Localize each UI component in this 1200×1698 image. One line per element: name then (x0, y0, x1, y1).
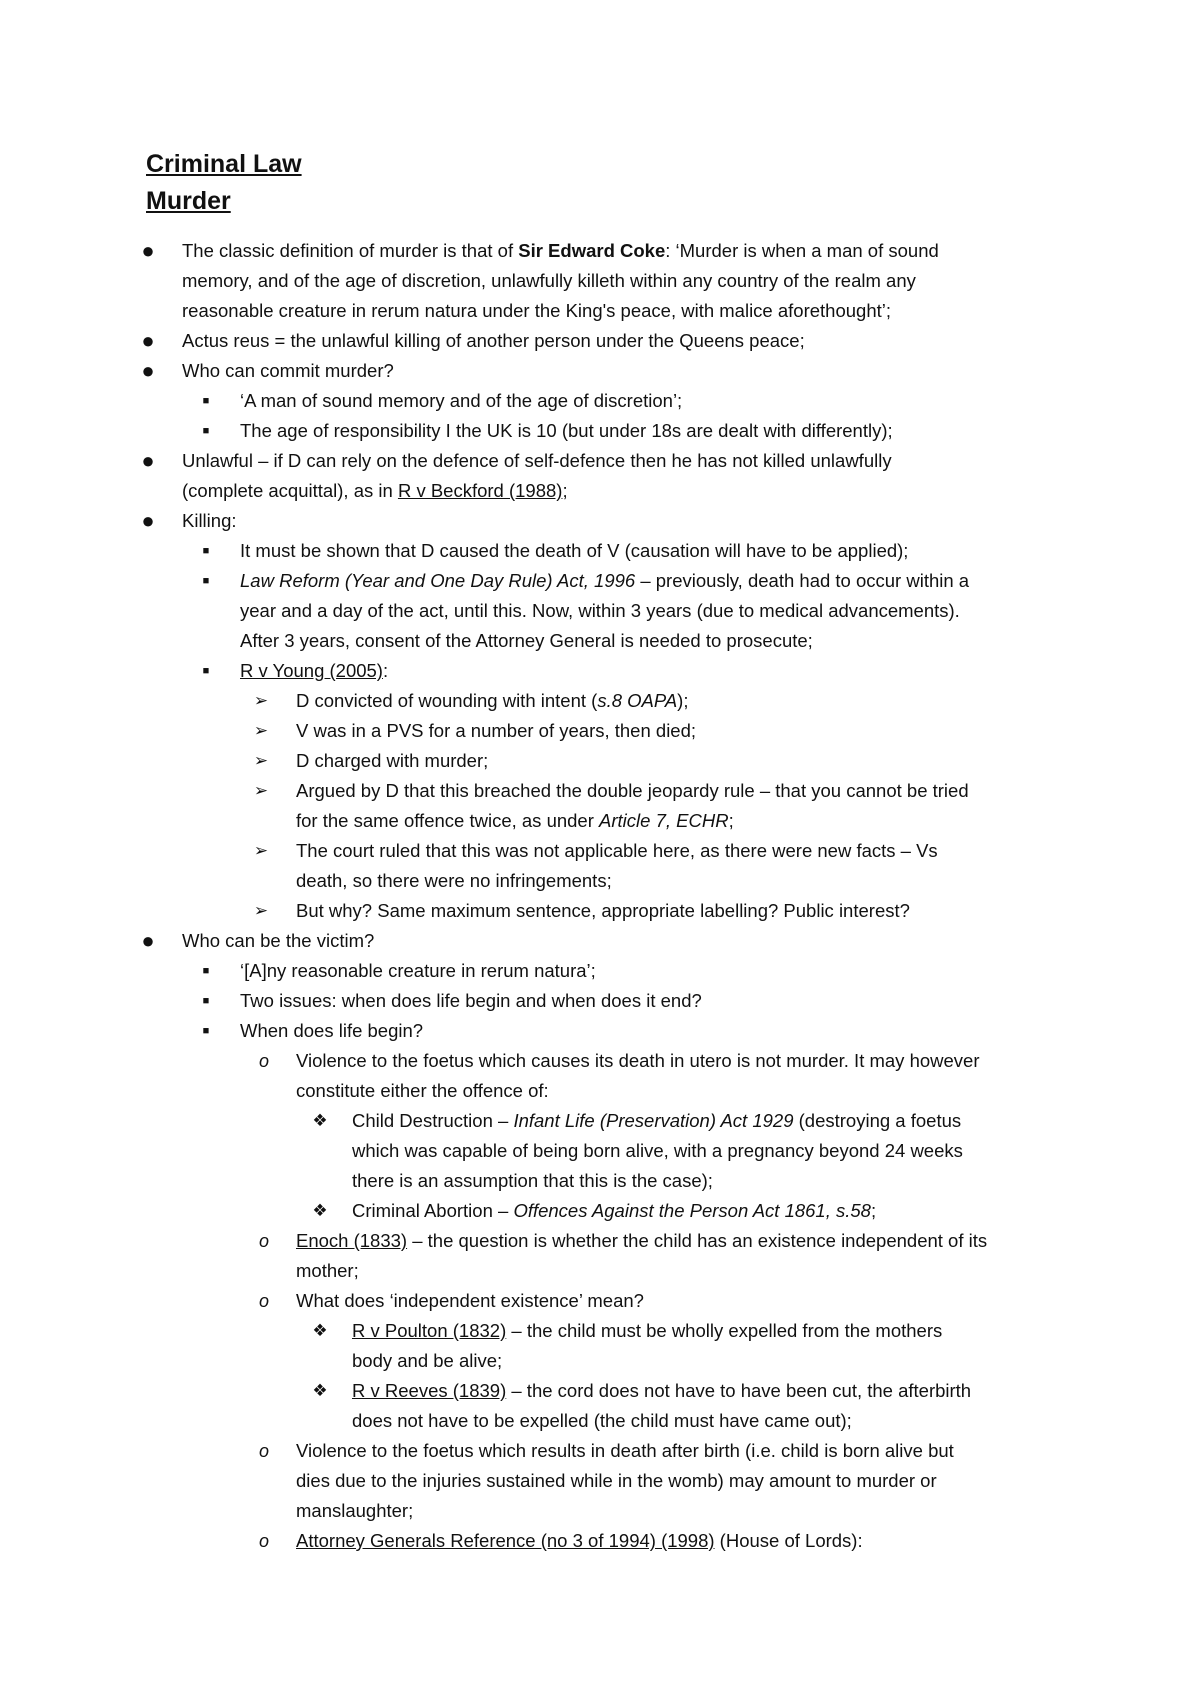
list-item-continuation: body and be alive; (352, 1350, 503, 1371)
statute-citation: Infant Life (Preservation) Act 1929 (513, 1110, 794, 1131)
list-item: Law Reform (Year and One Day Rule) Act, 1996 – previously, death had to occur within a (240, 570, 970, 591)
list-item-continuation: reasonable creature in rerum natura under the King's peace, with malice aforethought’; (182, 300, 891, 321)
circle-bullet-icon: o (258, 1441, 269, 1461)
bullet-icon: ● (141, 328, 155, 353)
list-item: Enoch (1833) – the question is whether the child has an existence independent of its (296, 1230, 988, 1251)
case-citation: Attorney Generals Reference (no 3 of 1994) (1998) (296, 1530, 715, 1551)
list-item: The age of responsibility I the UK is 10 (but under 18s are dealt with differently); (240, 420, 893, 441)
bullet-icon: ● (141, 238, 155, 263)
list-item: Actus reus = the unlawful killing of another person under the Queens peace; (182, 330, 805, 351)
list-item-continuation: which was capable of being born alive, with a pregnancy beyond 24 weeks (352, 1140, 963, 1161)
list-item: Criminal Abortion – Offences Against the Person Act 1861, s.58; (352, 1200, 877, 1221)
bullet-icon: ● (141, 358, 155, 383)
bullet-icon: ● (141, 448, 155, 473)
list-item-continuation: does not have to be expelled (the child must have came out); (352, 1410, 852, 1431)
diamond-bullet-icon: ❖ (312, 1321, 328, 1340)
case-citation: Enoch (1833) (296, 1230, 408, 1251)
statute-citation: Law Reform (Year and One Day Rule) Act, 1996 (240, 570, 636, 591)
bullet-icon: ● (141, 928, 155, 953)
list-item-continuation: there is an assumption that this is the case); (352, 1170, 713, 1191)
list-item: Who can be the victim? (182, 930, 375, 951)
list-item: Killing: (182, 510, 237, 531)
list-item: Two issues: when does life begin and when does it end? (240, 990, 702, 1011)
list-item: R v Reeves (1839) – the cord does not have to have been cut, the afterbirth (352, 1380, 972, 1401)
case-citation: R v Young (2005) (240, 660, 383, 681)
square-bullet-icon: ■ (202, 545, 210, 557)
list-item: When does life begin? (240, 1020, 424, 1041)
list-item: D convicted of wounding with intent (s.8 OAPA); (296, 690, 689, 711)
list-item-continuation: constitute either the offence of: (296, 1080, 549, 1101)
list-item: Child Destruction – Infant Life (Preservation) Act 1929 (destroying a foetus (352, 1110, 962, 1131)
arrow-bullet-icon: ➢ (253, 751, 269, 770)
list-item: V was in a PVS for a number of years, then died; (296, 720, 697, 741)
list-item: Attorney Generals Reference (no 3 of 1994) (1998) (House of Lords): (296, 1530, 863, 1551)
list-item-continuation: year and a day of the act, until this. Now, within 3 years (due to medical advancements). (240, 600, 960, 621)
list-item: The classic definition of murder is that of Sir Edward Coke: ‘Murder is when a man of sound (182, 240, 939, 261)
bullet-icon: ● (141, 508, 155, 533)
document-title: Criminal Law (146, 150, 302, 178)
list-item: Argued by D that this breached the double jeopardy rule – that you cannot be tried (296, 780, 969, 801)
list-item-continuation: After 3 years, consent of the Attorney General is needed to prosecute; (240, 630, 813, 651)
list-item-continuation: dies due to the injuries sustained while in the womb) may amount to murder or (296, 1470, 937, 1491)
case-citation: R v Reeves (1839) (352, 1380, 507, 1401)
square-bullet-icon: ■ (202, 425, 210, 437)
square-bullet-icon: ■ (202, 395, 210, 407)
arrow-bullet-icon: ➢ (253, 781, 269, 800)
circle-bullet-icon: o (258, 1291, 269, 1311)
list-item: It must be shown that D caused the death of V (causation will have to be applied); (240, 540, 909, 561)
list-item: But why? Same maximum sentence, appropriate labelling? Public interest? (296, 900, 910, 921)
section-heading: Murder (146, 187, 231, 215)
case-citation: R v Poulton (1832) (352, 1320, 507, 1341)
list-item-continuation: death, so there were no infringements; (296, 870, 612, 891)
list-item: What does ‘independent existence’ mean? (296, 1290, 644, 1311)
diamond-bullet-icon: ❖ (312, 1381, 328, 1400)
list-item: ‘[A]ny reasonable creature in rerum natura’; (240, 960, 596, 981)
square-bullet-icon: ■ (202, 665, 210, 677)
list-item-continuation: (complete acquittal), as in R v Beckford (1988); (182, 480, 568, 501)
arrow-bullet-icon: ➢ (253, 721, 269, 740)
list-item: R v Young (2005): (240, 660, 389, 681)
list-item: Who can commit murder? (182, 360, 394, 381)
square-bullet-icon: ■ (202, 575, 210, 587)
square-bullet-icon: ■ (202, 995, 210, 1007)
list-item: ‘A man of sound memory and of the age of discretion’; (240, 390, 683, 411)
list-item-continuation: memory, and of the age of discretion, unlawfully killeth within any country of the realm any (182, 270, 916, 291)
list-item-continuation: for the same offence twice, as under Article 7, ECHR; (296, 810, 734, 831)
circle-bullet-icon: o (258, 1051, 269, 1071)
list-item: Violence to the foetus which results in death after birth (i.e. child is born alive but (296, 1440, 954, 1461)
list-item-continuation: manslaughter; (296, 1500, 414, 1521)
arrow-bullet-icon: ➢ (253, 841, 269, 860)
list-item: R v Poulton (1832) – the child must be wholly expelled from the mothers (352, 1320, 943, 1341)
statute-citation: Offences Against the Person Act 1861, s.58 (513, 1200, 871, 1221)
case-citation: R v Beckford (1988) (397, 480, 563, 501)
arrow-bullet-icon: ➢ (253, 901, 269, 920)
list-item: Unlawful – if D can rely on the defence of self-defence then he has not killed unlawfully (182, 450, 892, 471)
diamond-bullet-icon: ❖ (312, 1111, 328, 1130)
list-item-continuation: mother; (296, 1260, 359, 1281)
list-item: D charged with murder; (296, 750, 489, 771)
square-bullet-icon: ■ (202, 1025, 210, 1037)
diamond-bullet-icon: ❖ (312, 1201, 328, 1220)
arrow-bullet-icon: ➢ (253, 691, 269, 710)
circle-bullet-icon: o (258, 1231, 269, 1251)
list-item: Violence to the foetus which causes its death in utero is not murder. It may however (296, 1050, 980, 1071)
circle-bullet-icon: o (258, 1531, 269, 1551)
square-bullet-icon: ■ (202, 965, 210, 977)
list-item: The court ruled that this was not applicable here, as there were new facts – Vs (296, 840, 938, 861)
